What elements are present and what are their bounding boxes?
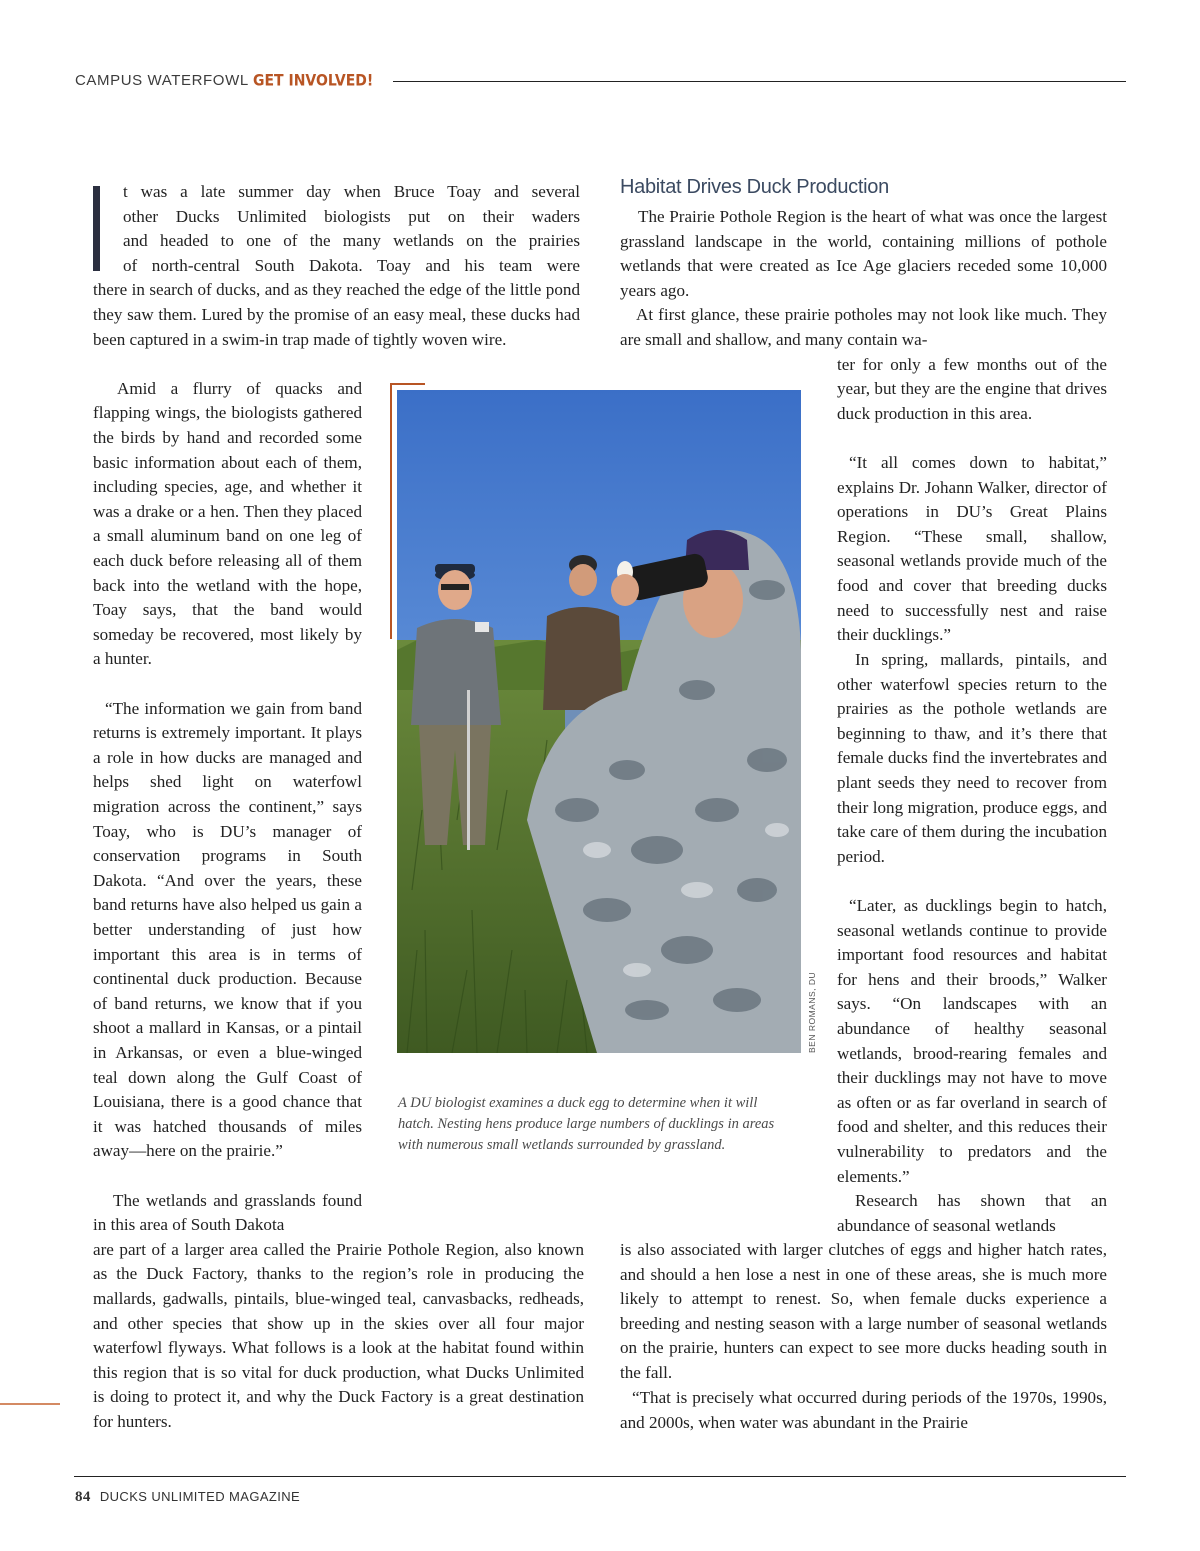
photo-credit: BEN ROMANS, DU	[807, 971, 817, 1053]
photo-bracket-top	[390, 383, 425, 385]
left-p3: “The information we gain from band returns is extremely important. It plays a role in how ducks are managed and helps shed light on waterfowl migration across the continent,” says Toay, who is DU’s manager of conservation programs in South Dakota. “And over the years, these band returns have also helped us gain a better understanding of just how important this area is in terms of continental duck production. Because of band returns, we know that if you shoot a mallard in Kansas, or a pintail in Arkansas, or even a blue-winged teal down along the Gulf Coast of Louisiana, there is a good chance that it was hatched thousands of miles away—here on the prairie.”	[93, 698, 362, 1161]
section-label: CAMPUS WATERFOWL	[75, 72, 249, 89]
page-number: 84	[75, 1489, 91, 1505]
line-4: of north-central South Dakota. Toay and his team were	[123, 255, 580, 275]
biologist-photo	[397, 390, 801, 1053]
right-p6-wide: is also associated with larger clutches of eggs and higher hatch rates, and should a hen lose a nest in one of these areas, she is much more likely to attempt to renest. So, when female ducks experience a breeding and nesting season with a large number of seasonal wetlands on the prairie, hunters can expect to see more ducks heading south in the fall.	[620, 1240, 1107, 1382]
right-p3: “It all comes down to habitat,” explains Dr. Johann Walker, director of operations in DU’s Great Plains Region. “These small, shallow, seasonal wetlands provide much of the food and cover that breeding ducks need to successfully nest and raise their ducklings.”	[837, 453, 1107, 645]
tagline: GET INVOLVED!	[253, 71, 374, 91]
right-p4: In spring, mallards, pintails, and other waterfowl species return to the prairies as the pothole wetlands are beginning to thaw, and it’s there that female ducks find the invertebrates and plant seeds they need to recover from their long migration, produce eggs, and take care of them during the incubation period.	[837, 650, 1107, 866]
photo-caption: A DU biologist examines a duck egg to determine when it will hatch. Nesting hens produce large numbers of ducklings in areas with numerous small wetlands surrounded by grassland.	[398, 1095, 775, 1153]
left-p4-narrow: The wetlands and grasslands found in this area of South Dakota	[93, 1190, 362, 1235]
right-p1: The Prairie Pothole Region is the heart of what was once the largest grassland landscape in the world, containing millions of pothole wetlands that were created as Ice Age glaciers receded some 10,000 years ago.	[620, 207, 1107, 300]
photo-bracket-left	[390, 383, 392, 639]
line-1: t was a late summer day when Bruce Toay and several	[123, 182, 580, 201]
left-p1-rest: there in search of ducks, and as they reached the edge of the little pond they saw them. Lured by the promise of an easy meal, these ducks had been captured in a swim-in trap made of tightly woven wire.	[93, 280, 580, 349]
section-heading: Habitat Drives Duck Production	[620, 176, 889, 198]
side-accent-rule	[0, 1403, 60, 1405]
page-footer	[75, 1489, 300, 1506]
right-p2-narrow: ter for only a few months out of the year, but they are the engine that drives duck production in this area.	[837, 354, 1107, 423]
left-p2: Amid a flurry of quacks and flapping wings, the biologists gathered the birds by hand and recorded some basic information about each of them, including species, age, and whether it was a drake or a hen. Then they placed a small aluminum band on one leg of each duck before releasing all of them back into the wetland with the hope, Toay says, that the band would someday be recovered, most likely by a hunter.	[93, 378, 362, 669]
running-header	[75, 72, 373, 89]
right-p5: “Later, as ducklings begin to hatch, seasonal wetlands continue to provide important food resources and habitat for hens and their broods,” Walker says. “On landscapes with an abundance of healthy seasonal wetlands, brood-rearing females and their ducklings may not have to move as often or as far overland in search of food and shelter, and this reduces their vulnerability to predators and the elements.”	[837, 896, 1107, 1186]
footer-rule	[74, 1476, 1126, 1477]
left-p4-wide: are part of a larger area called the Prairie Pothole Region, also known as the Duck Factory, thanks to the region’s role in producing the mallards, gadwalls, pintails, blue-winged teal, canvasbacks, redheads, and other species that show up in the skies over all four major waterfowl flyways. What follows is a look at the habitat found within this region that is so vital for duck production, what Ducks Unlimited is doing to protect it, and why the Duck Factory is a great destination for hunters.	[93, 1239, 584, 1431]
right-p6-narrow: Research has shown that an abundance of seasonal wetlands	[837, 1191, 1107, 1235]
right-p2-wide: At first glance, these prairie potholes may not look like much. They are small and shallow, and many contain wa-	[620, 305, 1107, 349]
header-rule	[393, 81, 1126, 82]
line-3: and headed to one of the many wetlands on the prairies	[123, 231, 580, 251]
drop-cap-i	[93, 186, 100, 271]
right-p7: “That is precisely what occurred during periods of the 1970s, 1990s, and 2000s, when water was abundant in the Prairie	[620, 1388, 1107, 1432]
publication-name: DUCKS UNLIMITED MAGAZINE	[99, 1489, 301, 1504]
line-2: other Ducks Unlimited biologists put on their waders	[123, 206, 580, 226]
